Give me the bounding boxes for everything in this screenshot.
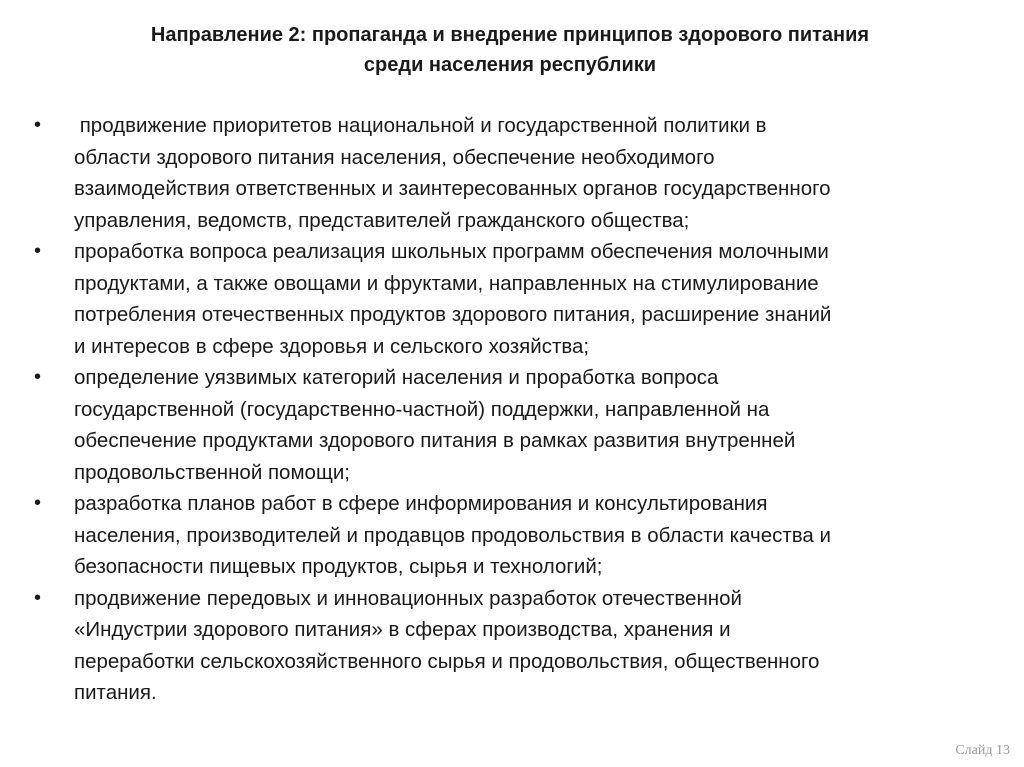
bullet-2-line-3: потребления отечественных продуктов здорового питания, расширение знаний: [74, 303, 832, 326]
bullet-item-1: [30, 110, 990, 236]
bullet-marker: •: [34, 114, 42, 136]
bullet-text-4: [74, 488, 990, 583]
bullet-3-line-2: государственной (государственно-частной) поддержки, направленной на: [74, 397, 770, 421]
bullet-marker: •: [34, 586, 42, 609]
bullet-item-4: [30, 488, 990, 583]
bullet-marker: •: [34, 492, 42, 514]
bullet-3-line-1: определение уязвимых категорий населения и проработка вопроса: [74, 366, 719, 389]
bullet-4-line-2: населения, производителей и продавцов продовольствия в области качества и: [74, 523, 831, 547]
bullet-item-3: [30, 362, 990, 488]
bullet-marker: •: [34, 366, 42, 388]
slide-title-line-2: среди населения республики: [363, 54, 657, 76]
bullet-5-line-1: продвижение передовых и инновационных разработок отечественной: [74, 586, 742, 610]
bullet-2-line-2: продуктами, а также овощами и фруктами, направленных на стимулирование: [74, 271, 819, 295]
bullet-text-2: [74, 236, 990, 362]
slide-title-line-1: Направление 2: пропаганда и внедрение принципов здорового питания: [150, 24, 870, 46]
bullet-5-line-2: «Индустрии здорового питания» в сферах производства, хранения и: [74, 618, 731, 641]
bullet-4-line-1: разработка планов работ в сфере информирования и консультирования: [74, 492, 768, 515]
bullet-marker: •: [34, 240, 42, 262]
bullet-1-line-4: управления, ведомств, представителей гражданского общества;: [74, 208, 690, 232]
bullet-text-5: [74, 583, 990, 709]
bullet-item-5: [30, 583, 990, 709]
bullet-5-line-3: переработки сельскохозяйственного сырья и продовольствия, общественного: [74, 649, 820, 673]
bullet-text-3: [74, 362, 990, 488]
bullet-text-1: [74, 110, 990, 236]
bullet-3-line-3: обеспечение продуктами здорового питания в рамках развития внутренней: [74, 429, 796, 452]
bullet-item-2: [30, 236, 990, 362]
bullet-1-line-3: взаимодействия ответственных и заинтересованных органов государственного: [74, 177, 831, 200]
bullet-2-line-4: и интересов в сфере здоровья и сельского хозяйства;: [74, 334, 590, 358]
bullet-4-line-3: безопасности пищевых продуктов, сырья и технологий;: [74, 555, 603, 578]
bullet-1-line-2: области здорового питания населения, обеспечение необходимого: [74, 145, 715, 169]
bullet-list: [30, 110, 990, 709]
bullet-3-line-4: продовольственной помощи;: [74, 460, 350, 484]
bullet-1-line-1: продвижение приоритетов национальной и государственной политики в: [74, 114, 767, 137]
bullet-5-line-4: питания.: [74, 681, 157, 704]
slide-title: [60, 20, 960, 80]
bullet-2-line-1: проработка вопроса реализация школьных программ обеспечения молочными: [74, 240, 829, 263]
slide-number: Слайд 13: [955, 743, 1010, 758]
